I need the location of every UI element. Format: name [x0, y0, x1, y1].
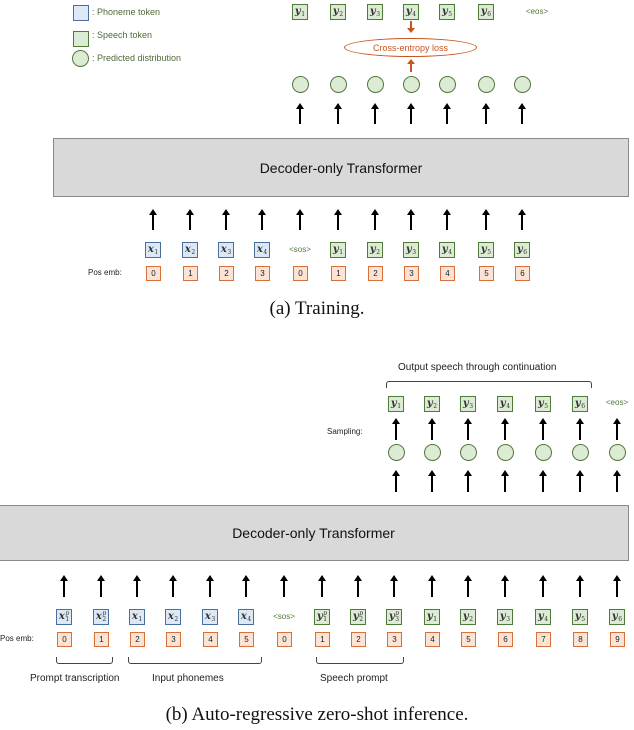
up-arrow — [261, 214, 263, 230]
predicted-distribution — [330, 76, 347, 93]
pos-emb: 3 — [387, 632, 402, 647]
token-subscript: 4 — [448, 248, 453, 256]
token-base: y — [441, 244, 448, 255]
up-arrow — [521, 108, 523, 124]
token-base: x — [131, 611, 138, 622]
pos-emb: 0 — [57, 632, 72, 647]
token-subscript: 3 — [211, 615, 216, 623]
pos-emb: 5 — [479, 266, 494, 281]
token-base: x — [220, 244, 227, 255]
token-scripts — [544, 399, 548, 410]
pos-emb: 4 — [440, 266, 455, 281]
pos-emb: 4 — [203, 632, 218, 647]
input-token — [56, 609, 72, 625]
token-subscript: 1 — [138, 615, 143, 623]
input-token — [478, 242, 494, 258]
token-subscript: 2 — [376, 248, 381, 256]
up-arrow — [616, 475, 618, 492]
up-arrow — [579, 475, 581, 492]
token-superscript: p — [323, 610, 328, 617]
input-token — [497, 609, 513, 625]
up-arrow — [485, 214, 487, 230]
output-token — [535, 396, 551, 412]
token-superscript: p — [359, 610, 364, 617]
up-arrow — [395, 475, 397, 492]
token-subscript: 2 — [174, 615, 179, 623]
input-token — [514, 242, 530, 258]
input-token — [460, 609, 476, 625]
token-scripts — [65, 611, 69, 623]
token-subscript: 3 — [506, 615, 511, 623]
pos-emb-label-training: Pos emb: — [88, 268, 122, 277]
predicted-distribution — [535, 444, 552, 461]
token-subscript: 1 — [397, 402, 402, 410]
up-arrow — [616, 580, 618, 597]
up-arrow — [579, 580, 581, 597]
pos-emb: 1 — [331, 266, 346, 281]
input-token — [330, 242, 346, 258]
up-arrow — [357, 580, 359, 597]
token-superscript: p — [65, 610, 70, 617]
token-base: x — [204, 611, 211, 622]
token-superscript: p — [395, 610, 400, 617]
target-token — [292, 4, 308, 20]
eos-token: <eos> — [605, 398, 629, 407]
predicted-distribution — [478, 76, 495, 93]
token-base: x — [167, 611, 174, 622]
up-arrow — [100, 580, 102, 597]
output-token — [497, 396, 513, 412]
input-token — [424, 609, 440, 625]
token-base: y — [388, 611, 395, 622]
loss-arrow-up — [410, 64, 412, 72]
token-base: y — [480, 6, 487, 17]
up-arrow — [521, 214, 523, 230]
pos-emb: 2 — [130, 632, 145, 647]
pos-emb: 2 — [351, 632, 366, 647]
predicted-distribution — [388, 444, 405, 461]
up-arrow — [504, 475, 506, 492]
token-scripts — [412, 245, 416, 256]
loss-arrow-down-head — [407, 28, 415, 33]
token-scripts — [154, 245, 158, 256]
token-subscript: 3 — [227, 248, 232, 256]
token-base: y — [390, 398, 397, 409]
output-speech-label: Output speech through continuation — [398, 362, 557, 373]
target-token — [367, 4, 383, 20]
token-subscript: 3 — [395, 616, 400, 623]
pos-emb: 4 — [425, 632, 440, 647]
pos-emb: 1 — [94, 632, 109, 647]
token-subscript: 3 — [412, 248, 417, 256]
token-base: y — [316, 611, 323, 622]
predicted-distribution — [609, 444, 626, 461]
token-base: y — [332, 244, 339, 255]
token-subscript: 4 — [506, 402, 511, 410]
token-subscript: 1 — [323, 616, 328, 623]
token-subscript: 1 — [339, 248, 344, 256]
input-token — [165, 609, 181, 625]
token-superscript: p — [102, 610, 107, 617]
predicted-distribution — [403, 76, 420, 93]
up-arrow — [410, 214, 412, 230]
pos-emb: 1 — [183, 266, 198, 281]
token-base: y — [462, 398, 469, 409]
input-token — [609, 609, 625, 625]
token-scripts — [412, 7, 416, 18]
token-base: y — [405, 6, 412, 17]
up-arrow — [542, 475, 544, 492]
legend-phoneme-swatch — [73, 5, 89, 21]
token-scripts — [523, 245, 527, 256]
token-scripts — [138, 612, 142, 623]
sampling-arrow — [431, 423, 433, 440]
group-label-speech-prompt: Speech prompt — [320, 673, 388, 684]
target-token — [403, 4, 419, 20]
up-arrow — [189, 214, 191, 230]
token-scripts — [263, 245, 267, 256]
token-subscript: 6 — [581, 402, 586, 410]
token-scripts — [339, 245, 343, 256]
token-base: y — [294, 6, 301, 17]
predicted-distribution — [497, 444, 514, 461]
pos-emb: 0 — [146, 266, 161, 281]
token-scripts — [247, 612, 251, 623]
sos-token: <sos> — [273, 612, 295, 621]
token-base: y — [352, 611, 359, 622]
up-arrow — [172, 580, 174, 597]
input-token — [254, 242, 270, 258]
up-arrow — [374, 214, 376, 230]
pos-emb-label-inference: Pos emb: — [0, 634, 34, 643]
input-token — [218, 242, 234, 258]
token-scripts — [506, 612, 510, 623]
brace-speech-prompt — [316, 657, 404, 664]
up-arrow — [209, 580, 211, 597]
token-subscript: 2 — [102, 616, 107, 623]
token-subscript: 3 — [469, 402, 474, 410]
token-subscript: 3 — [376, 10, 381, 18]
predicted-distribution — [460, 444, 477, 461]
predicted-distribution — [292, 76, 309, 93]
input-token — [182, 242, 198, 258]
token-scripts — [376, 7, 380, 18]
input-token — [145, 242, 161, 258]
token-subscript: 2 — [359, 616, 364, 623]
input-token — [129, 609, 145, 625]
input-token — [439, 242, 455, 258]
token-base: y — [574, 398, 581, 409]
up-arrow — [283, 580, 285, 597]
token-subscript: 1 — [154, 248, 159, 256]
pos-emb: 3 — [166, 632, 181, 647]
token-base: y — [369, 6, 376, 17]
token-scripts — [469, 399, 473, 410]
input-token — [403, 242, 419, 258]
token-subscript: 4 — [412, 10, 417, 18]
sos-token: <sos> — [289, 245, 311, 254]
token-subscript: 5 — [487, 248, 492, 256]
predicted-distribution — [572, 444, 589, 461]
predicted-distribution — [439, 76, 456, 93]
group-label-input-phonemes: Input phonemes — [152, 673, 224, 684]
legend-distribution-label: : Predicted distribution — [92, 53, 182, 63]
token-base: x — [95, 611, 102, 622]
token-subscript: 2 — [469, 615, 474, 623]
sampling-arrow — [542, 423, 544, 440]
up-arrow — [63, 580, 65, 597]
up-arrow — [225, 214, 227, 230]
caption-training: (a) Training. — [269, 298, 365, 319]
target-token — [330, 4, 346, 20]
pos-emb: 9 — [610, 632, 625, 647]
output-token — [460, 396, 476, 412]
token-subscript: 6 — [487, 10, 492, 18]
pos-emb: 1 — [315, 632, 330, 647]
token-subscript: 1 — [433, 615, 438, 623]
up-arrow — [431, 580, 433, 597]
token-scripts — [433, 612, 437, 623]
token-base: y — [441, 6, 448, 17]
legend-phoneme-label: : Phoneme token — [92, 7, 161, 17]
input-token — [572, 609, 588, 625]
up-arrow — [321, 580, 323, 597]
token-subscript: 5 — [581, 615, 586, 623]
token-base: y — [537, 611, 544, 622]
token-scripts — [174, 612, 178, 623]
up-arrow — [299, 108, 301, 124]
token-base: y — [516, 244, 523, 255]
sampling-arrow — [616, 423, 618, 440]
up-arrow — [152, 214, 154, 230]
token-scripts — [487, 245, 491, 256]
output-brace — [386, 381, 592, 388]
eos-token: <eos> — [525, 7, 549, 16]
pos-emb: 2 — [219, 266, 234, 281]
up-arrow — [446, 108, 448, 124]
sampling-arrow — [504, 423, 506, 440]
input-token — [535, 609, 551, 625]
target-token — [478, 4, 494, 20]
sampling-arrow — [395, 423, 397, 440]
token-scripts — [506, 399, 510, 410]
up-arrow — [431, 475, 433, 492]
token-base: y — [574, 611, 581, 622]
token-base: y — [499, 398, 506, 409]
pos-emb: 8 — [573, 632, 588, 647]
input-token — [367, 242, 383, 258]
token-scripts — [323, 611, 327, 623]
token-scripts — [376, 245, 380, 256]
decoder-transformer-training: Decoder-only Transformer — [53, 138, 629, 197]
up-arrow — [485, 108, 487, 124]
token-scripts — [487, 7, 491, 18]
token-scripts — [469, 612, 473, 623]
token-subscript: 1 — [65, 616, 70, 623]
token-base: x — [184, 244, 191, 255]
token-scripts — [227, 245, 231, 256]
predicted-distribution — [367, 76, 384, 93]
pos-emb: 7 — [536, 632, 551, 647]
token-base: y — [611, 611, 618, 622]
up-arrow — [467, 580, 469, 597]
input-token — [93, 609, 109, 625]
pos-emb: 0 — [277, 632, 292, 647]
token-base: y — [499, 611, 506, 622]
token-subscript: 2 — [433, 402, 438, 410]
token-base: x — [147, 244, 154, 255]
token-subscript: 5 — [544, 402, 549, 410]
input-token — [238, 609, 254, 625]
token-scripts — [359, 611, 363, 623]
token-base: x — [240, 611, 247, 622]
token-base: y — [369, 244, 376, 255]
token-base: x — [58, 611, 65, 622]
token-scripts — [581, 399, 585, 410]
token-scripts — [339, 7, 343, 18]
token-base: y — [332, 6, 339, 17]
legend-distribution-swatch — [72, 50, 89, 67]
legend-speech-label: : Speech token — [92, 30, 153, 40]
token-subscript: 4 — [247, 615, 252, 623]
token-subscript: 6 — [523, 248, 528, 256]
legend-speech-swatch — [73, 31, 89, 47]
token-subscript: 4 — [263, 248, 268, 256]
token-subscript: 2 — [339, 10, 344, 18]
up-arrow — [245, 580, 247, 597]
token-subscript: 5 — [448, 10, 453, 18]
up-arrow — [446, 214, 448, 230]
token-scripts — [102, 611, 106, 623]
input-token — [314, 609, 330, 625]
pos-emb: 2 — [368, 266, 383, 281]
up-arrow — [467, 475, 469, 492]
caption-inference: (b) Auto-regressive zero-shot inference. — [165, 704, 469, 725]
output-token — [572, 396, 588, 412]
token-scripts — [211, 612, 215, 623]
token-subscript: 4 — [544, 615, 549, 623]
token-scripts — [395, 611, 399, 623]
predicted-distribution — [424, 444, 441, 461]
up-arrow — [410, 108, 412, 124]
pos-emb: 6 — [515, 266, 530, 281]
token-scripts — [191, 245, 195, 256]
token-scripts — [448, 245, 452, 256]
token-base: y — [480, 244, 487, 255]
output-token — [388, 396, 404, 412]
brace-input-phonemes — [128, 657, 262, 664]
output-token — [424, 396, 440, 412]
up-arrow — [337, 214, 339, 230]
up-arrow — [374, 108, 376, 124]
up-arrow — [136, 580, 138, 597]
target-token — [439, 4, 455, 20]
pos-emb: 3 — [255, 266, 270, 281]
sampling-label: Sampling: — [327, 427, 363, 436]
input-token — [202, 609, 218, 625]
token-base: x — [256, 244, 263, 255]
up-arrow — [299, 214, 301, 230]
token-scripts — [581, 612, 585, 623]
token-subscript: 1 — [301, 10, 306, 18]
predicted-distribution — [514, 76, 531, 93]
pos-emb: 0 — [293, 266, 308, 281]
token-base: y — [426, 611, 433, 622]
token-scripts — [397, 399, 401, 410]
token-base: y — [462, 611, 469, 622]
up-arrow — [393, 580, 395, 597]
token-scripts — [433, 399, 437, 410]
decoder-transformer-inference: Decoder-only Transformer — [0, 505, 629, 561]
token-subscript: 2 — [191, 248, 196, 256]
token-scripts — [544, 612, 548, 623]
group-label-prompt-transcription: Prompt transcription — [30, 673, 120, 684]
brace-prompt-transcription — [56, 657, 113, 664]
up-arrow — [504, 580, 506, 597]
cross-entropy-loss: Cross-entropy loss — [344, 38, 477, 57]
token-scripts — [448, 7, 452, 18]
token-base: y — [537, 398, 544, 409]
pos-emb: 5 — [239, 632, 254, 647]
token-base: y — [405, 244, 412, 255]
sampling-arrow — [467, 423, 469, 440]
pos-emb: 5 — [461, 632, 476, 647]
token-base: y — [426, 398, 433, 409]
sampling-arrow — [579, 423, 581, 440]
token-scripts — [618, 612, 622, 623]
token-scripts — [301, 7, 305, 18]
token-subscript: 6 — [618, 615, 623, 623]
pos-emb: 6 — [498, 632, 513, 647]
input-token — [350, 609, 366, 625]
loss-arrow-up-head — [407, 59, 415, 64]
pos-emb: 3 — [404, 266, 419, 281]
up-arrow — [337, 108, 339, 124]
up-arrow — [542, 580, 544, 597]
input-token — [386, 609, 402, 625]
